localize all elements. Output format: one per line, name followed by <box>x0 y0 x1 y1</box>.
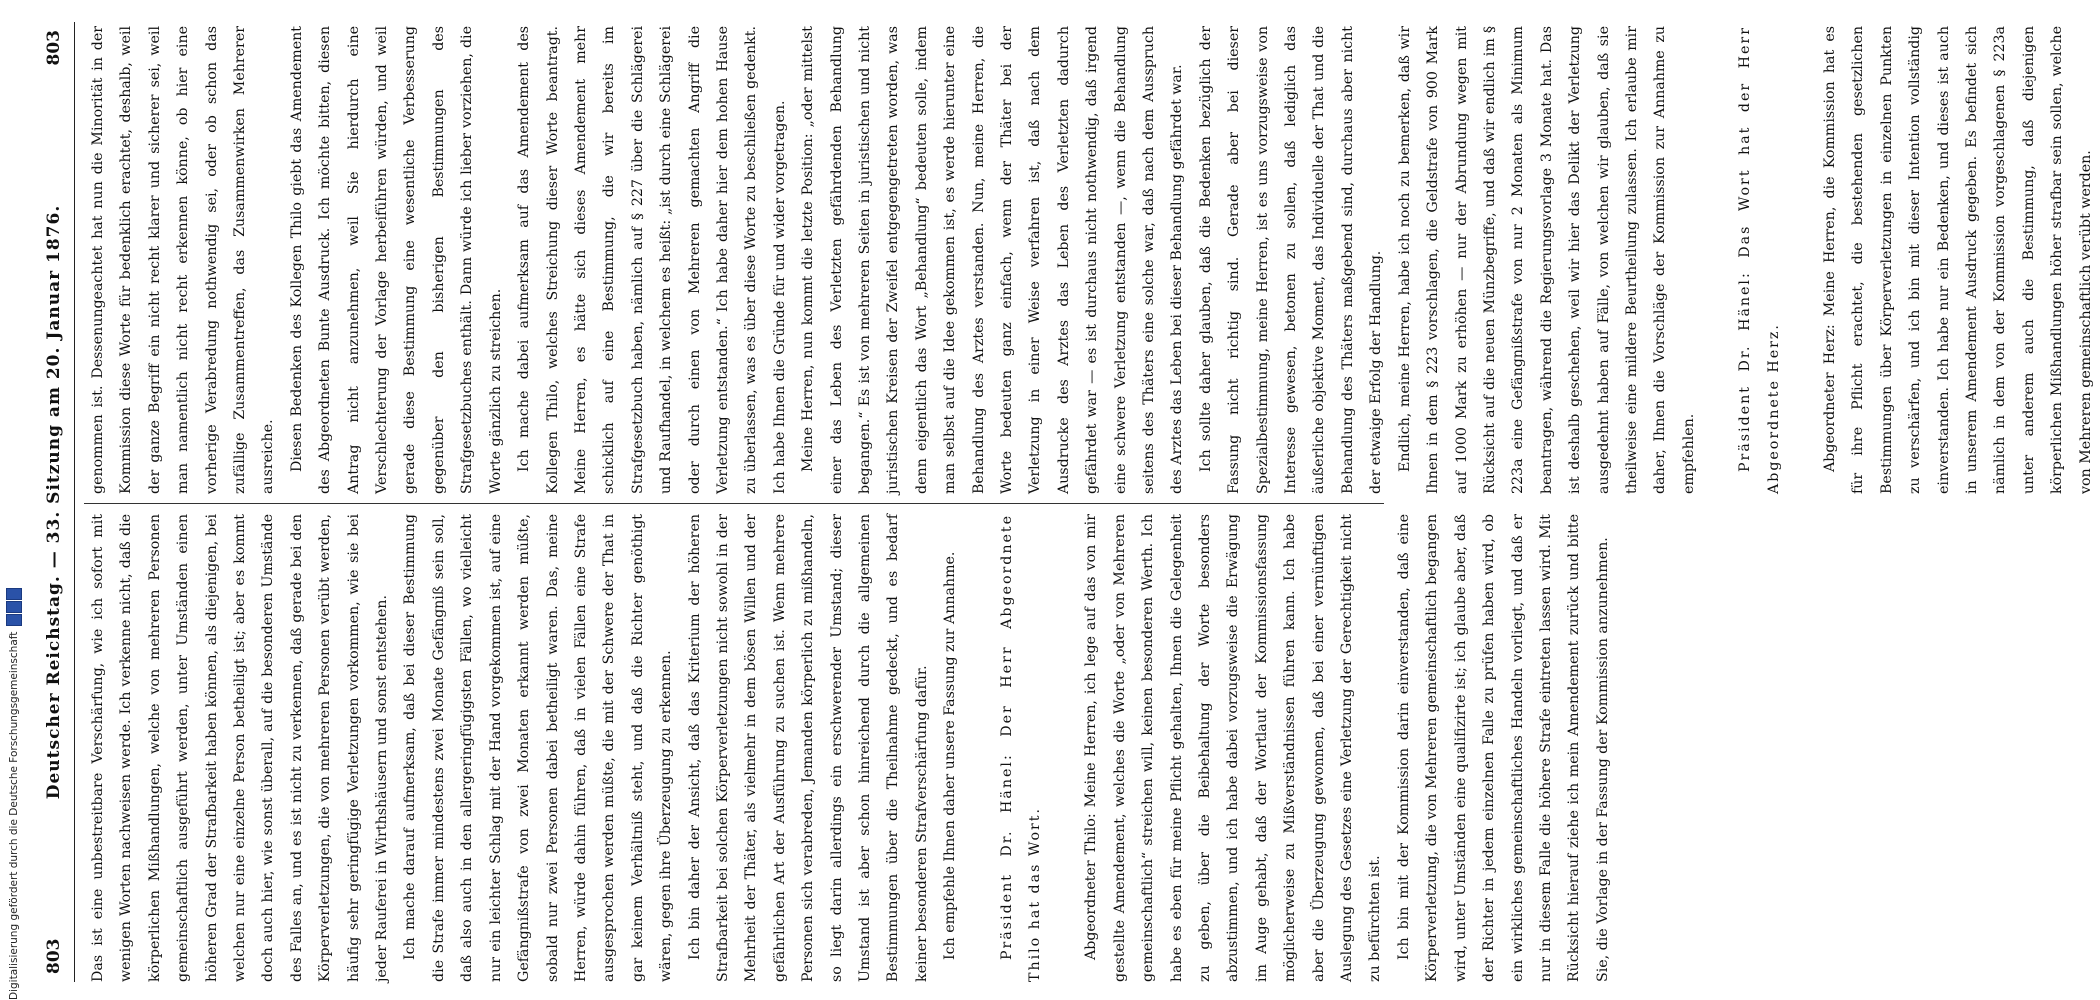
paragraph: Abgeordneter Herz: Meine Herren, die Kommission hat es für ihre Pflicht erachtet, die bestehenden gesetzlichen Bestimmungen über Körperverletzungen in einzelnen Punkten zu verschärfen, und ich bin mit dieser Intention vollständig einverstanden. Ich habe nur ein Bedenken, und dieses ist auch in unserem Amendement Ausdruck gegeben. Es befindet sich nämlich in dem von der Kommission vorgeschlagenen § 223a unter anderem auch die Bestimmung, daß diejenigen körperlichen Mißhandlungen höher strafbar sein sollen, welche von Mehreren gemeinschaftlich verübt werden. <box>1821 26 2094 494</box>
page-number-left: 803 <box>44 938 64 974</box>
paragraph: Ich mache darauf aufmerksam, daß bei dieser Bestimmung die Strafe immer mindestens zwei Monate Gefängniß sein soll, daß also auch in den allergeringfügigsten Fällen, wo vielleicht nur ein leichter Schlag mit der Hand vorgekommen ist, auf eine Gefängnißstrafe von zwei Monaten erkannt werden müßte, sobald nur zwei Personen dabei betheiligt waren. Das, meine Herren, würde dahin führen, daß in vielen Fällen eine Strafe ausgesprochen werden müßte, die mit der Schwere der That in gar keinem Verhältniß steht, und daß die Richter genöthigt wären, gegen ihre Überzeugung zu erkennen. <box>402 514 675 982</box>
column-right <box>84 26 2094 494</box>
speaker-line: Präsident Dr. Hänel: Der Herr Abgeordnete Thilo hat das Wort. <box>998 514 1043 982</box>
paragraph: Abgeordneter Thilo: Meine Herren, ich lege auf das von mir gestellte Amendement, welches die Worte „oder von Mehreren gemeinschaftlich“ streichen will, keinen besonderen Werth. Ich habe es eben für meine Pflicht gehalten, Ihnen die Gelegenheit zu geben, über die Beibehaltung der Worte besonders abzustimmen, und ich habe dabei vorzugsweise die Erwägung im Auge gehabt, daß der Wortlaut der Kommissionsfassung möglicherweise zu Mißverständnissen führen kann. Ich habe aber die Überzeugung gewonnen, daß bei einer vernünftigen Auslegung des Gesetzes eine Verletzung der Gerechtigkeit nicht zu befürchten ist. <box>1083 514 1384 982</box>
paragraph: Meine Herren, nun kommt die letzte Position: „oder mittelst einer das Leben des Verletzten gefährdenden Behandlung begangen.“ Es ist von mehreren Seiten in juristischen und nicht juristischen Kreisen der Zweifel entgegengetreten worden, was denn eigentlich das Wort „Behandlung“ bedeuten solle, indem man selbst auf die Idee gekommen ist, es werde hierunter eine Behandlung des Arztes verstanden. Nun, meine Herren, die Worte bedeuten ganz einfach, wenn der Thäter bei der Verletzung in einer Weise verfahren ist, daß nach dem Ausdrucke des Arztes das Leben des Verletzten dadurch gefährdet war — es ist durchaus nicht nothwendig, daß irgend eine schwere Verletzung entstanden —, wenn die Behandlung seitens des Thäters eine solche war, daß nach dem Ausspruch des Arztes das Leben bei dieser Behandlung gefährdet war. <box>800 26 1186 494</box>
paragraph: Diesen Bedenken des Kollegen Thilo giebt das Amendement des Abgeordneten Bunte Ausdruck. Ich möchte bitten, diesen Antrag nicht anzunehmen, weil Sie hierdurch eine Verschlechterung der Vorlage herbeiführen würden, und weil gerade diese Bestimmung eine wesentliche Verbesserung gegenüber den bisherigen Bestimmungen des Strafgesetzbuches enthält. Dann würde ich lieber vorziehen, die Worte gänzlich zu streichen. <box>288 26 504 494</box>
dfg-logo-icon <box>6 587 22 626</box>
spacer <box>1703 26 1731 494</box>
column-left <box>84 514 1611 982</box>
paragraph: Ich bin mit der Kommission darin einverstanden, daß eine Körperverletzung, die von Mehreren gemeinschaftlich begangen wird, unter Umständen eine qualifizirte ist; ich glaube aber, daß der Richter in jedem einzelnen Falle zu prüfen haben wird, ob ein wirkliches gemeinschaftliches Handeln vorliegt, und daß er nur in diesem Falle die höhere Strafe eintreten lassen wird. Mit Rücksicht hierauf ziehe ich mein Amendement zurück und bitte Sie, die Vorlage in der Fassung der Kommission anzunehmen. <box>1395 514 1611 982</box>
paragraph: Das ist eine unbestreitbare Verschärfung, wie ich sofort mit wenigen Worten nachweisen werde. Ich verkenne nicht, daß die körperlichen Mißhandlungen, welche von mehreren Personen gemeinschaftlich ausgeführt werden, unter Umständen einen höheren Grad der Strafbarkeit haben können, als diejenigen, bei welchen nur eine einzelne Person betheiligt ist; aber es kommt doch auch hier, wie sonst überall, auf die besonderen Umstände des Falles an, und es ist nicht zu verkennen, daß gerade bei den Körperverletzungen, die von mehreren Personen verübt werden, häufig sehr geringfügige Verletzungen vorkommen, wie sie bei jeder Rauferei in Wirthshäusern und sonst entstehen. <box>90 514 391 982</box>
paragraph: genommen ist. Dessenungeachtet hat nun die Minorität in der Kommission diese Worte für bedenklich erachtet, deshalb, weil der ganze Begriff ein nicht recht klarer und sicherer sei, weil man namentlich nicht recht erkennen könne, ob hier eine vorherige Verabredung nothwendig sei, oder ob schon das zufällige Zusammentreffen, das Zusammenwirken Mehrerer ausreiche. <box>90 26 277 494</box>
running-title: Deutscher Reichstag. — 33. Sitzung am 20. Januar 1876. <box>44 204 64 800</box>
paragraph: Ich bin daher der Ansicht, daß das Kriterium der höheren Strafbarkeit bei solchen Körperverletzungen nicht sowohl in der Mehrheit der Thäter, als vielmehr in dem bösen Willen und der gefährlichen Art der Ausführung zu suchen ist. Wenn mehrere Personen sich verabreden, Jemanden körperlich zu mißhandeln, so liegt darin allerdings ein erschwerender Umstand; dieser Umstand ist aber schon hinreichend durch die allgemeinen Bestimmungen über die Theilnahme gedeckt, und es bedarf keiner besonderen Strafverschärfung dafür. <box>686 514 930 982</box>
column-divider <box>84 503 1384 504</box>
page-number-right: 803 <box>44 30 64 66</box>
paragraph: Ich empfehle Ihnen daher unsere Fassung zur Annahme. <box>942 551 959 960</box>
spacer <box>1049 514 1077 982</box>
speaker-line: Präsident Dr. Hänel: Das Wort hat der Herr Abgeordnete Herz. <box>1737 26 1782 494</box>
page-body <box>40 22 2094 982</box>
paragraph: Ich mache dabei aufmerksam auf das Amendement des Kollegen Thilo, welches Streichung dieser Worte beantragt. Meine Herren, es hätte sich dieses Amendement mehr schicklich auf eine Bestimmung, die wir bereits im Strafgesetzbuch haben, nämlich auf § 227 über die Schlägerei und Raufhandel, in welchem es heißt: „ist durch eine Schlägerei oder durch einen von Mehreren gemachten Angriff die Verletzung entstanden.“ Ich habe daher hier dem hohen Hause zu überlassen, was es über diese Worte zu beschließen gedenkt. Ich habe Ihnen die Gründe für und wider vorgetragen. <box>516 26 788 494</box>
credit-text-rotated <box>3 0 25 1000</box>
credit-text: Digitalisierung gefördert durch die Deutsche Forschungsgemeinschaft <box>8 631 20 1000</box>
digitization-credit <box>1 0 23 1000</box>
spacer <box>965 514 993 982</box>
page-header <box>40 22 75 982</box>
text-columns <box>84 22 2094 982</box>
paragraph: Ich sollte daher glauben, daß die Bedenken bezüglich der Fassung nicht richtig sind. Gerade aber bei dieser Spezialbestimmung, meine Herren, ist es uns vorzugsweise von Interesse gewesen, betonen zu sollen, daß lediglich das äußerliche objektive Moment, das Individuelle der That und die Behandlung des Thäters maßgebend sind, durchaus aber nicht der etwaige Erfolg der Handlung. <box>1197 26 1385 494</box>
spacer <box>1788 26 1816 494</box>
paragraph: Endlich, meine Herren, habe ich noch zu bemerken, daß wir Ihnen in dem § 223 vorschlagen, die Geldstrafe von 900 Mark auf 1000 Mark zu erhöhen — nur der Abrundung wegen mit Rücksicht auf die neuen Münzbegriffe, und daß wir endlich im § 223a eine Gefängnißstrafe von nur 2 Monaten als Minimum beantragen, während die Regierungsvorlage 3 Monate hat. Das ist deshalb geschehen, weil wir hier das Delikt der Verletzung ausgedehnt haben auf Fälle, von welchen wir glauben, daß sie theilweise eine mildere Beurtheilung zulassen. Ich erlaube mir daher, Ihnen die Vorschläge der Kommission zur Annahme zu empfehlen. <box>1396 26 1697 494</box>
